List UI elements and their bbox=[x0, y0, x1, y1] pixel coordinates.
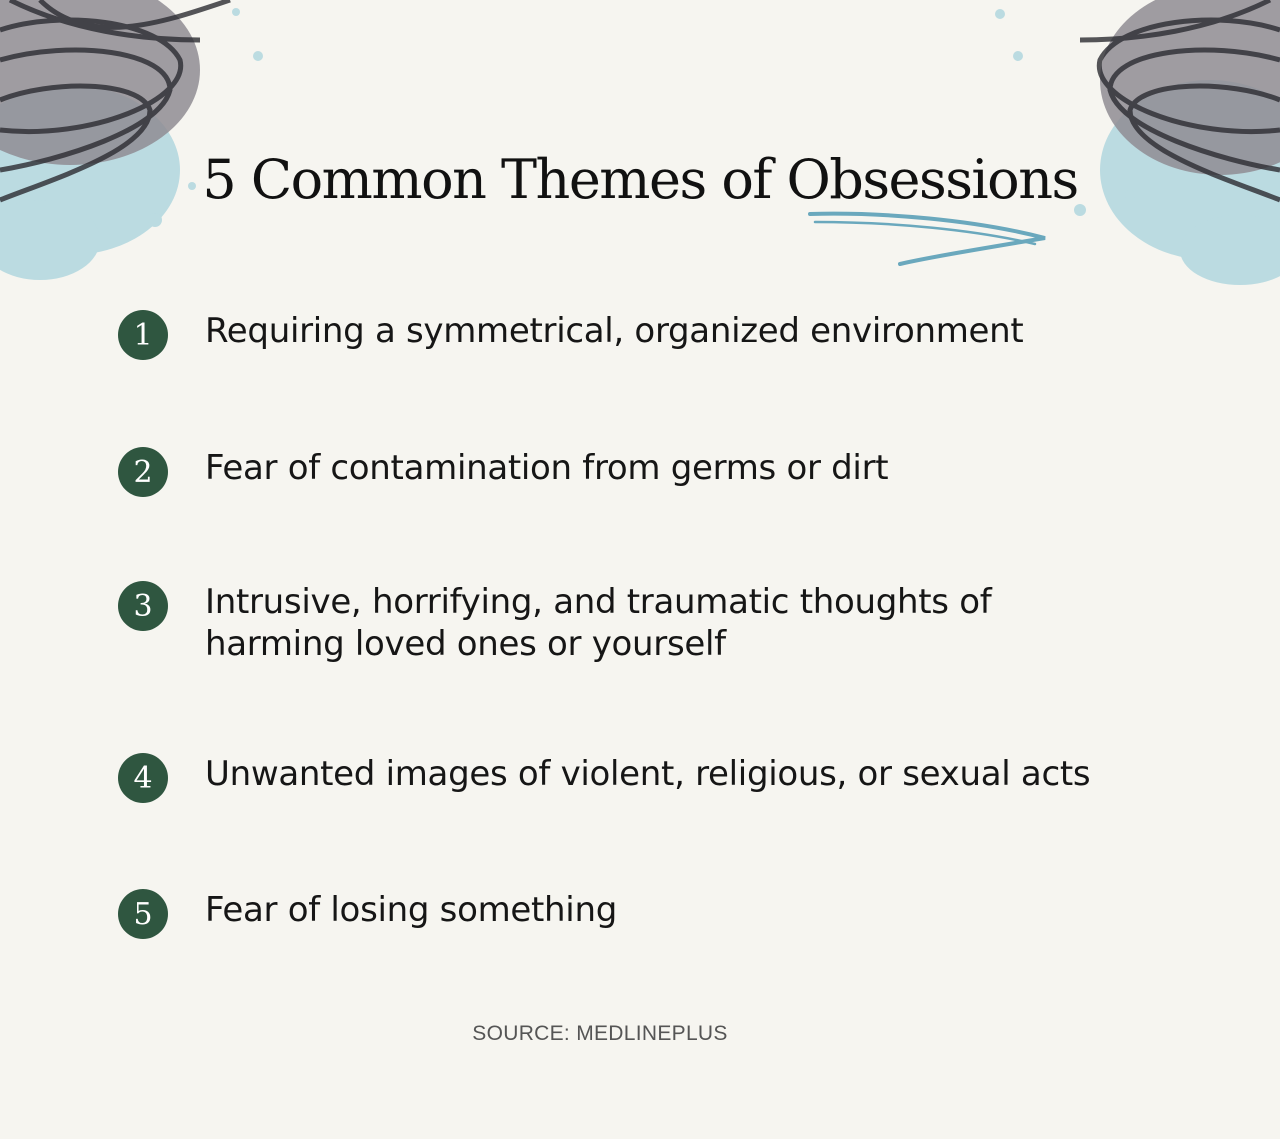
item-number-badge: 4 bbox=[118, 753, 168, 803]
item-text: Unwanted images of violent, religious, or sexual acts bbox=[205, 754, 1091, 794]
list-item bbox=[118, 447, 1165, 497]
item-number-badge: 2 bbox=[118, 447, 168, 497]
item-text: Requiring a symmetrical, organized environment bbox=[205, 311, 1024, 351]
item-text: Fear of losing something bbox=[205, 890, 617, 930]
decorative-underline bbox=[805, 208, 1065, 270]
list-item bbox=[118, 753, 1165, 803]
source-credit: SOURCE: MEDLINEPLUS bbox=[472, 1022, 728, 1045]
item-text: Intrusive, horrifying, and traumatic thoughts of harming loved ones or yourself bbox=[205, 582, 992, 664]
page-title: 5 Common Themes of Obsessions bbox=[202, 148, 1078, 211]
list-item bbox=[118, 889, 1165, 939]
item-number-badge: 1 bbox=[118, 310, 168, 360]
item-number-badge: 5 bbox=[118, 889, 168, 939]
list-item bbox=[118, 310, 1165, 360]
list-item bbox=[118, 581, 1005, 665]
item-text: Fear of contamination from germs or dirt bbox=[205, 448, 889, 488]
item-number-badge: 3 bbox=[118, 581, 168, 631]
